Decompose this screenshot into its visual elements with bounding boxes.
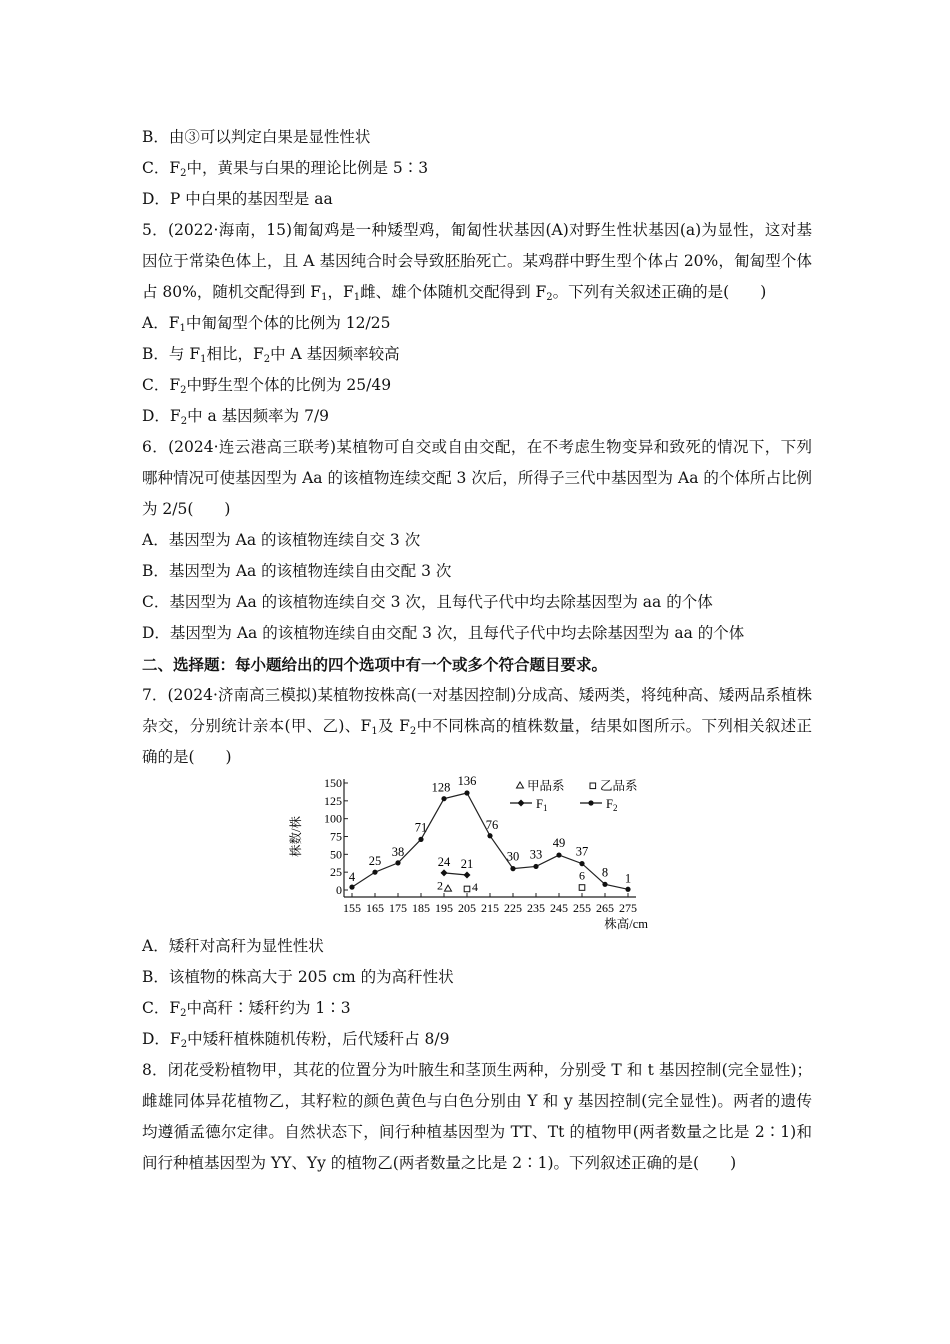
y-tick-label: 75 bbox=[330, 829, 342, 844]
f2-data-label: 33 bbox=[529, 847, 543, 862]
x-tick-label: 195 bbox=[435, 901, 453, 915]
x-tick-label: 275 bbox=[619, 901, 637, 915]
yi-data-label: 4 bbox=[472, 880, 478, 895]
f2-data-label: 76 bbox=[485, 817, 499, 832]
x-tick-label: 265 bbox=[596, 901, 614, 915]
y-tick-label: 150 bbox=[324, 776, 342, 790]
f2-data-label: 49 bbox=[552, 836, 566, 851]
x-tick-label: 215 bbox=[481, 901, 499, 915]
f2-data-label: 25 bbox=[368, 854, 382, 869]
f1-data-label: 24 bbox=[437, 854, 451, 869]
f2-data-label: 128 bbox=[431, 780, 451, 795]
f2-point bbox=[510, 866, 515, 871]
f2-data-label: 8 bbox=[601, 865, 609, 880]
f2-point bbox=[441, 796, 446, 801]
legend-f2-label: $F_2$ bbox=[606, 797, 618, 813]
f2-point bbox=[487, 833, 492, 838]
q7-chart bbox=[142, 773, 812, 931]
f2-data-label: 136 bbox=[457, 773, 477, 788]
q7-option-b: B．该植物的株高大于 205 cm 的为高秆性状 bbox=[142, 968, 454, 986]
f2-point bbox=[625, 887, 630, 892]
q5-option-b: B．与 $F_1$相比，$F_2$中 A 基因频率较高 bbox=[142, 345, 400, 365]
f2-point bbox=[579, 861, 584, 866]
yi-point bbox=[579, 885, 585, 891]
x-tick-label: 225 bbox=[504, 901, 522, 915]
legend-f2-icon bbox=[588, 800, 593, 805]
q4-option-b: B．由③可以判定白果是显性性状 bbox=[142, 128, 371, 146]
f1-point bbox=[441, 869, 448, 876]
q7-stem: 7．(2024·济南高三模拟)某植物按株高(一对基因控制)分成高、矮两类，将纯种高、矮两品系植株杂交，分别统计亲本(甲、乙)、$F_1$及 $F_2$中不同株高的植株数量，结果如图所示。下列相关叙述正确的是( ) bbox=[142, 686, 812, 766]
y-tick-label: 25 bbox=[330, 865, 342, 880]
section-heading: 二、选择题：每小题给出的四个选项中有一个或多个符合题目要求。 bbox=[142, 655, 608, 674]
x-tick-label: 185 bbox=[412, 901, 430, 915]
legend-f1-icon bbox=[518, 800, 525, 807]
x-tick-label: 165 bbox=[366, 901, 384, 915]
f2-data-label: 71 bbox=[414, 820, 428, 835]
q6-option-a: A．基因型为 Aa 的该植物连续自交 3 次 bbox=[142, 531, 421, 549]
series-f2-line bbox=[352, 793, 628, 889]
f2-data-label: 1 bbox=[624, 871, 632, 886]
document-page bbox=[142, 122, 812, 1179]
f1-data-label: 21 bbox=[460, 857, 474, 872]
jia-point bbox=[445, 885, 452, 891]
legend-yi-icon bbox=[590, 783, 596, 789]
legend-f1-label: $F_1$ bbox=[536, 797, 548, 813]
f1-point bbox=[464, 872, 471, 879]
jia-data-label: 2 bbox=[437, 878, 443, 893]
yi-data-label: 6 bbox=[579, 868, 585, 883]
q5-stem: 5．(2022·海南，15)匍匐鸡是一种矮型鸡，匍匐性状基因(A)对野生性状基因(a)为显性，这对基因位于常染色体上，且 A 基因纯合时会导致胚胎死亡。某鸡群中野生型个体占 20%，匍匐型个体占 80%，随机交配得到 $F_1$，$F_1$雌、雄个体随机交配得到 $F_2$。下列有关叙述正确的是( ) bbox=[142, 221, 812, 303]
y-axis-label: 株数/株 bbox=[289, 816, 303, 857]
x-tick-label: 155 bbox=[343, 901, 361, 915]
x-tick-label: 175 bbox=[389, 901, 407, 915]
f2-point bbox=[533, 864, 538, 869]
y-tick-label: 0 bbox=[336, 883, 342, 897]
f2-point bbox=[418, 837, 423, 842]
q6-option-d: D．基因型为 Aa 的该植物连续自由交配 3 次，且每代子代中均去除基因型为 aa 的个体 bbox=[142, 624, 745, 642]
legend-jia-icon bbox=[517, 782, 524, 788]
q6-option-c: C．基因型为 Aa 的该植物连续自交 3 次，且每代子代中均去除基因型为 aa 的个体 bbox=[142, 593, 713, 611]
f2-point bbox=[602, 882, 607, 887]
f2-data-label: 37 bbox=[575, 844, 589, 859]
q4-option-c: C．$F_2$中，黄果与白果的理论比例是 5∶3 bbox=[142, 159, 429, 179]
q7-option-a: A．矮秆对高秆为显性性状 bbox=[142, 937, 324, 955]
y-tick-label: 125 bbox=[324, 793, 342, 808]
x-tick-label: 255 bbox=[573, 901, 591, 915]
f2-point bbox=[556, 852, 561, 857]
q5-option-a: A．$F_1$中匍匐型个体的比例为 12/25 bbox=[142, 314, 391, 334]
x-tick-label: 205 bbox=[458, 901, 476, 915]
f2-point bbox=[349, 885, 354, 890]
f2-data-label: 30 bbox=[506, 849, 520, 864]
q5-option-d: D．$F_2$中 a 基因频率为 7/9 bbox=[142, 407, 330, 427]
y-tick-label: 50 bbox=[330, 847, 342, 862]
x-axis-label: 株高/cm bbox=[604, 917, 648, 931]
f2-point bbox=[372, 870, 377, 875]
series-f1-line bbox=[444, 873, 467, 875]
f2-point bbox=[395, 860, 400, 865]
plant-height-chart bbox=[142, 773, 812, 931]
f2-point bbox=[464, 790, 469, 795]
q8-stem: 8．闭花受粉植物甲，其花的位置分为叶腋生和茎顶生两种，分别受 T 和 t 基因控制(完全显性)；雌雄同体异花植物乙，其籽粒的颜色黄色与白色分别由 Y 和 y 基因控制(完全显性)。两者的遗传均遵循孟德尔定律。自然状态下，间行种植基因型为 TT、Tt 的植物甲(两者数量之比是 2∶1)和间行种植基因型为 YY、Yy 的植物乙(两者数量之比是 2∶1)。下列叙述正确的是( ) bbox=[142, 1061, 812, 1172]
x-tick-label: 245 bbox=[550, 901, 568, 915]
y-tick-label: 100 bbox=[324, 811, 342, 826]
yi-point bbox=[464, 886, 470, 892]
q7-option-c: C．$F_2$中高秆∶矮秆约为 1∶3 bbox=[142, 999, 351, 1019]
q6-stem: 6．(2024·连云港高三联考)某植物可自交或自由交配，在不考虑生物变异和致死的情况下，下列哪种情况可使基因型为 Aa 的该植物连续交配 3 次后，所得子三代中基因型为 Aa 的个体所占比例为 2/5( ) bbox=[142, 438, 812, 518]
q5-option-c: C．$F_2$中野生型个体的比例为 25/49 bbox=[142, 376, 392, 396]
legend-jia-label: 甲品系 bbox=[527, 779, 565, 793]
f2-data-label: 4 bbox=[348, 870, 356, 885]
legend-yi-label: 乙品系 bbox=[600, 779, 638, 793]
q4-option-d: D．P 中白果的基因型是 aa bbox=[142, 190, 333, 208]
f2-data-label: 38 bbox=[391, 844, 405, 859]
q7-option-d: D．$F_2$中矮秆植株随机传粉，后代矮秆占 8/9 bbox=[142, 1030, 450, 1050]
q6-option-b: B．基因型为 Aa 的该植物连续自由交配 3 次 bbox=[142, 562, 452, 580]
x-tick-label: 235 bbox=[527, 901, 545, 915]
